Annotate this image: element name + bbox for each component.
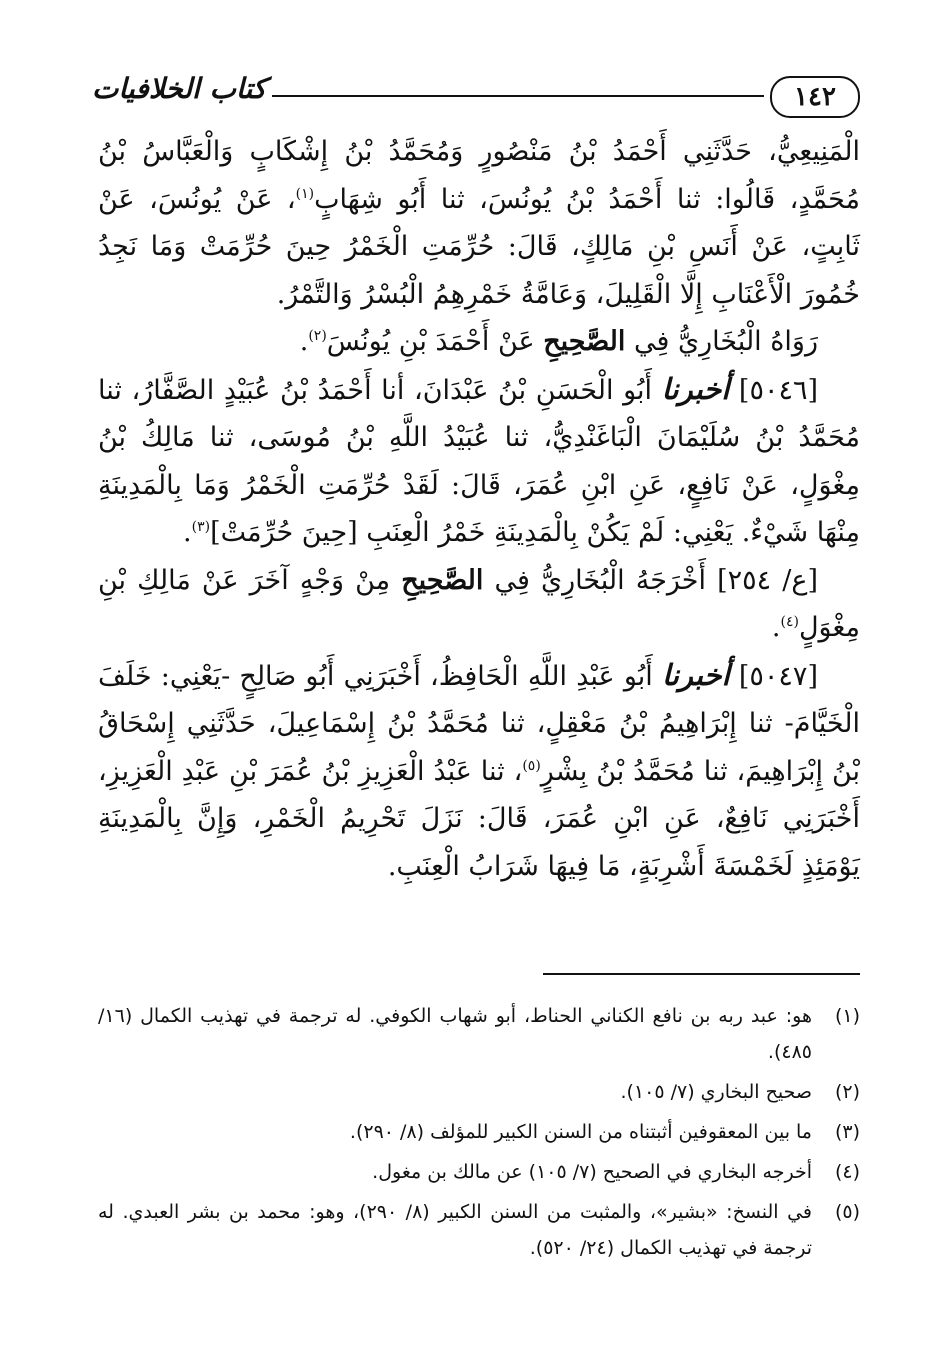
main-text <box>98 128 860 890</box>
page-header <box>92 68 860 128</box>
sahih-title: الصَّحِيحِ <box>401 564 484 596</box>
akhbarana-label: أخبرنا <box>662 657 730 692</box>
footnote-item: (١) هو: عبد ربه بن نافع الكناني الحناط، أبو شهاب الكوفي. له ترجمة في تهذيب الكمال (١٦/ ٤٨٥). <box>98 1005 860 1063</box>
hadith-number: [٥٠٤٧] <box>738 660 818 692</box>
manuscript-ref: [ع/ ٢٥٤] <box>717 564 818 596</box>
footnote-item: (٣) ما بين المعقوفين أثبتناه من السنن الكبير للمؤلف (٨/ ٢٩٠). <box>349 1121 860 1143</box>
footnote-ref-4: (٤) <box>780 614 799 630</box>
akhbarana-label: أخبرنا <box>661 371 730 406</box>
footnote-ref-1: (١) <box>295 185 315 202</box>
book-title: كتاب الخلافيات <box>92 72 267 105</box>
footnote-ref-5: (٥) <box>522 757 541 774</box>
hadith-number: [٥٠٤٦] <box>738 374 819 406</box>
sahih-title: الصَّحِيحِ <box>543 326 626 357</box>
footnote-item: (٢) صحيح البخاري (٧/ ١٠٥). <box>620 1081 860 1103</box>
paragraph-takhrij: [ع/ ٢٥٤] أَخْرَجَهُ الْبُخَارِيُّ فِي الصَّحِيحِ مِنْ وَجْهٍ آخَرَ عَنْ مَالِكِ بْنِ مِغْوَلٍ$^{(٤)}$. <box>98 564 860 643</box>
footnote-ref-3: (٣) <box>191 519 211 535</box>
footnote-ref-2: (٢) <box>308 328 327 344</box>
footnote-separator <box>543 973 860 975</box>
paragraph-2: رَوَاهُ الْبُخَارِيُّ فِي الصَّحِيحِ عَنْ أَحْمَدَ بْنِ يُونُسَ$^{(٢)}$. <box>299 326 818 357</box>
footnote-item: (٤) أخرجه البخاري في الصحيح (٧/ ١٠٥) عن مالك بن مغول. <box>372 1161 860 1183</box>
header-rule <box>272 95 764 97</box>
page-number: ١٤٢ <box>770 76 860 118</box>
hadith-5046: [٥٠٤٦] أخبرنا أَبُو الْحَسَنِ بْنُ عَبْدَانَ، أنا أَحْمَدُ بْنُ عُبَيْدٍ الصَّفَّارُ، ثنا مُحَمَّدُ بْنُ سُلَيْمَانَ الْبَاغَنْدِيُّ، ثنا عُبَيْدُ اللَّهِ بْنُ مُوسَى، ثنا مَالِكُ بْنُ مِغْوَلٍ، عَنْ نَافِعٍ، عَنِ ابْنِ عُمَرَ، قَالَ: لَقَدْ حُرِّمَتِ الْخَمْرُ وَمَا بِالْمَدِينَةِ مِنْهَا شَيْءٌ. يَعْنِي: لَمْ يَكُنْ بِالْمَدِينَةِ خَمْرُ الْعِنَبِ [حِينَ حُرِّمَتْ]$^{(٣)}$. <box>98 371 860 548</box>
paragraph-1: الْمَنِيعِيُّ، حَدَّثَنِي أَحْمَدُ بْنُ مَنْصُورٍ وَمُحَمَّدُ بْنُ إِشْكَابٍ وَالْعَبَّاسُ بْنُ مُحَمَّدٍ، قَالُوا: ثنا أَحْمَدُ بْنُ يُونُسَ، ثنا أَبُو شِهَابٍ$^{(١)}$، عَنْ يُونُسَ، عَنْ ثَابِتٍ، عَنْ أَنَسِ بْنِ مَالِكٍ، قَالَ: حُرِّمَتِ الْخَمْرُ حِينَ حُرِّمَتْ وَمَا نَجِدُ خُمُورَ الْأَعْنَابِ إِلَّا الْقَلِيلَ، وَعَامَّةُ خَمْرِهِمُ الْبُسْرُ وَالتَّمْرُ. <box>98 136 860 310</box>
footnotes <box>98 998 860 1270</box>
hadith-5047: [٥٠٤٧] أخبرنا أَبُو عَبْدِ اللَّهِ الْحَافِظُ، أَخْبَرَنِي أَبُو صَالِحٍ -يَعْنِي: خَلَفَ الْخَيَّامَ- ثنا إِبْرَاهِيمُ بْنُ مَعْقِلٍ، ثنا مُحَمَّدُ بْنُ إِسْمَاعِيلَ، حَدَّثَنِي إِسْحَاقُ بْنُ إِبْرَاهِيمَ، ثنا مُحَمَّدُ بْنُ بِشْرٍ$^{(٥)}$، ثنا عَبْدُ الْعَزِيزِ بْنُ عُمَرَ بْنِ عَبْدِ الْعَزِيزِ، أَخْبَرَنِي نَافِعٌ، عَنِ ابْنِ عُمَرَ، قَالَ: نَزَلَ تَحْرِيمُ الْخَمْرِ، وَإِنَّ بِالْمَدِينَةِ يَوْمَئِذٍ لَخَمْسَةَ أَشْرِبَةٍ، مَا فِيهَا شَرَابُ الْعِنَبِ. <box>98 657 861 882</box>
footnote-item: (٥) في النسخ: «بشير»، والمثبت من السنن الكبير (٨/ ٢٩٠)، وهو: محمد بن بشر العبدي. له ترجمة في تهذيب الكمال (٢٤/ ٥٢٠). <box>98 1201 860 1259</box>
